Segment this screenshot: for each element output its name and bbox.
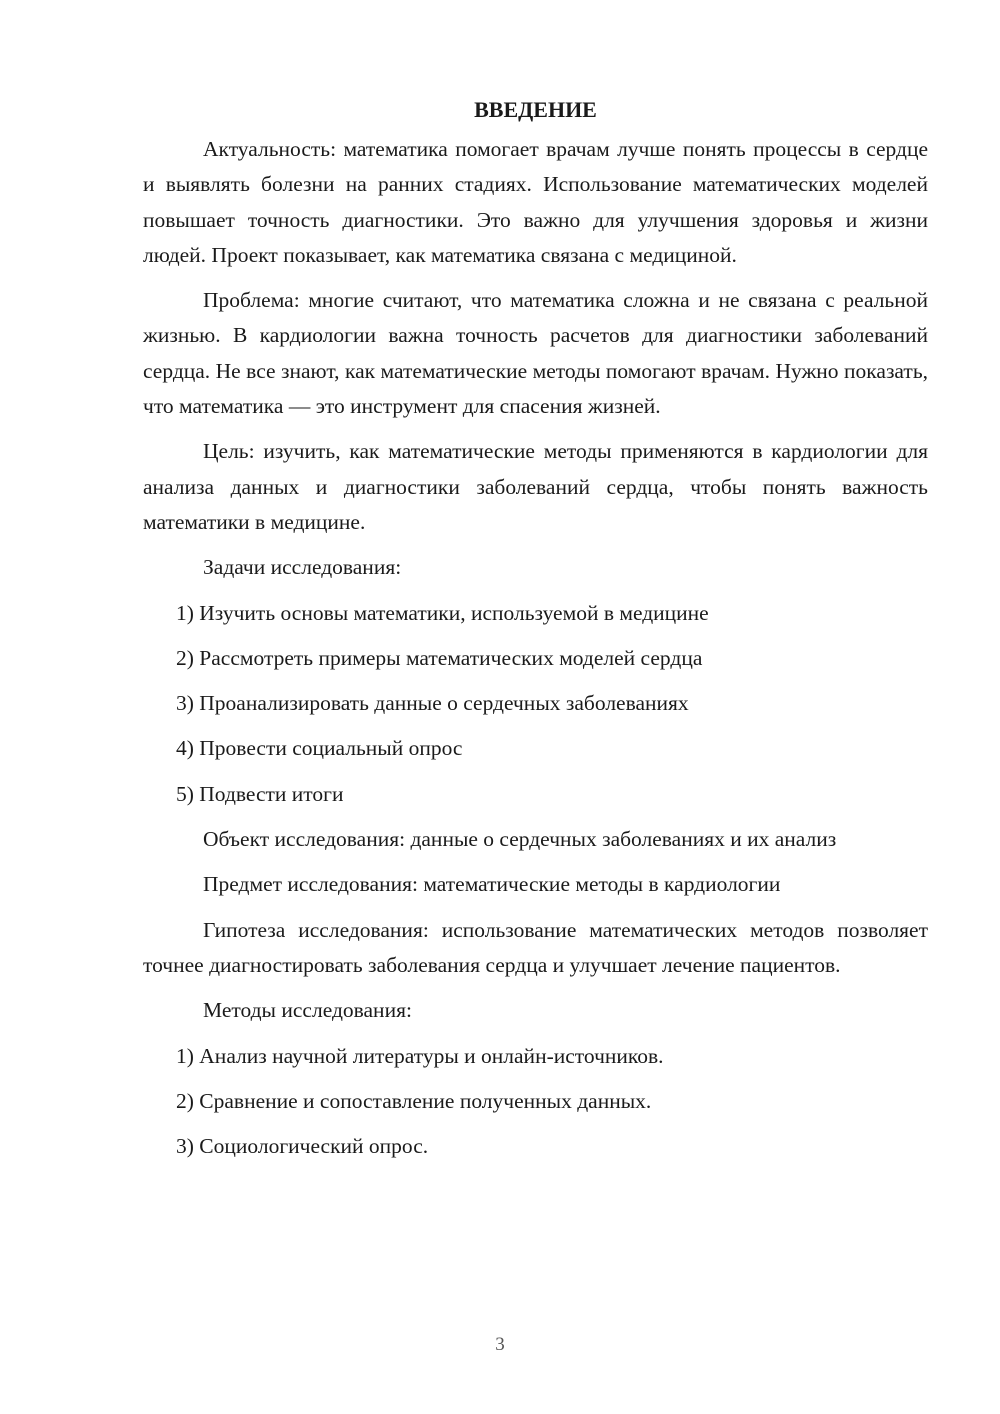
- hypothesis-paragraph: Гипотеза исследования: использование математических методов позволяет точнее диагностировать заболевания сердца и улучшает лечение пациентов.: [143, 917, 928, 977]
- list-item: 1) Анализ научной литературы и онлайн-источников.: [176, 1043, 664, 1068]
- list-item: 2) Сравнение и сопоставление полученных данных.: [176, 1088, 652, 1113]
- goal-paragraph: Цель: изучить, как математические методы применяются в кардиологии для анализа данных и диагностики заболеваний сердца, чтобы понять важность математики в медицине.: [143, 439, 928, 534]
- document-page: [143, 92, 928, 1174]
- list-item: 3) Социологический опрос.: [176, 1134, 429, 1159]
- tasks-heading: Задачи исследования:: [203, 555, 402, 580]
- list-item: 1) Изучить основы математики, используемой в медицине: [176, 600, 709, 625]
- list-item: 5) Подвести итоги: [176, 781, 344, 806]
- methods-list: [143, 1039, 928, 1165]
- page-number: 3: [495, 1334, 505, 1355]
- subject-paragraph: Предмет исследования: математические методы в кардиологии: [203, 872, 781, 897]
- methods-heading: Методы исследования:: [203, 998, 412, 1023]
- list-item: 3) Проанализировать данные о сердечных заболеваниях: [176, 691, 689, 716]
- object-paragraph: Объект исследования: данные о сердечных заболеваниях и их анализ: [203, 827, 837, 852]
- relevance-paragraph: Актуальность: математика помогает врачам лучше понять процессы в сердце и выявлять болезни на ранних стадиях. Использование математических моделей повышает точность диагностики. Это важно для улучшения здоровья и жизни людей. Проект показывает, как математика связана с медициной.: [143, 137, 928, 267]
- tasks-list: [143, 596, 928, 812]
- page-title: ВВЕДЕНИЕ: [474, 97, 597, 122]
- list-item: 2) Рассмотреть примеры математических моделей сердца: [176, 645, 703, 670]
- list-item: 4) Провести социальный опрос: [176, 736, 463, 761]
- problem-paragraph: Проблема: многие считают, что математика сложна и не связана с реальной жизнью. В кардиологии важна точность расчетов для диагностики заболеваний сердца. Не все знают, как математические методы помогают врачам. Нужно показать, что математика — это инструмент для спасения жизней.: [143, 288, 928, 419]
